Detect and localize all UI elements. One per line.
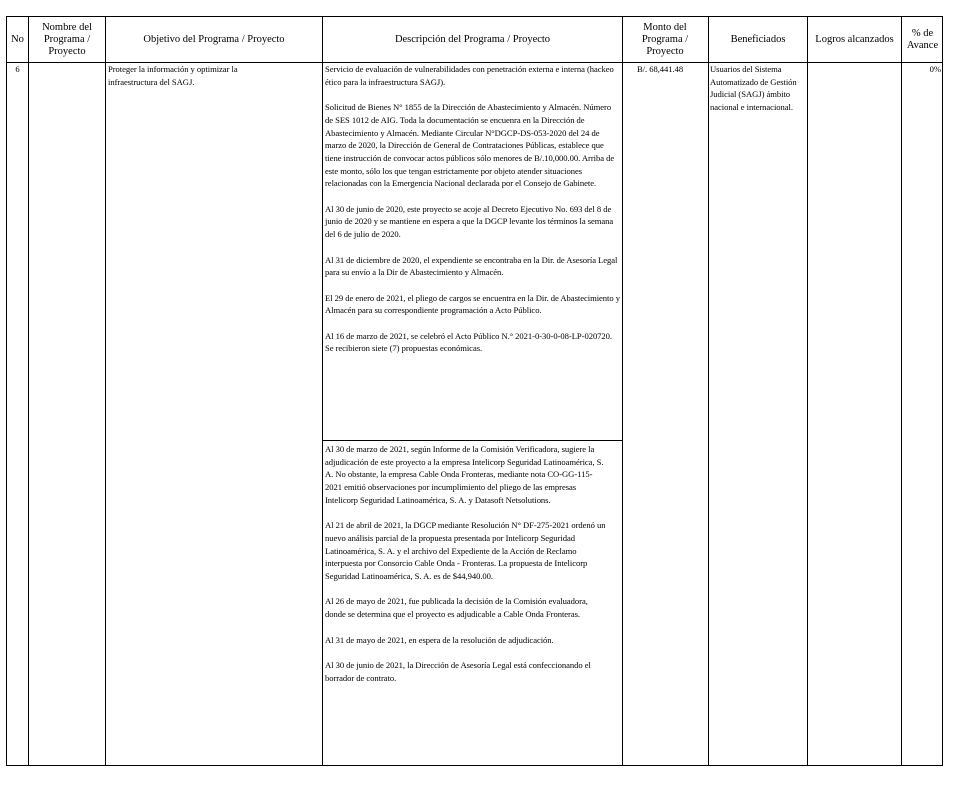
description-paragraph: Al 31 de diciembre de 2020, el expendiente se encontraba en la Dir. de Asesoría Legal para su envío a la Dir de Abastecimiento y Almacén. [325, 254, 618, 278]
description-paragraph: Al 16 de marzo de 2021, se celebró el Acto Público N.° 2021-0-30-0-08-LP-020720. Se recibieron siete (7) propuestas económicas. [325, 330, 613, 354]
header-monto: Monto del Programa / Proyecto [641, 21, 689, 57]
description-paragraph: Al 26 de mayo de 2021, fue publicada la decisión de la Comisión evaluadora, donde se determina que el proyecto es adjudicable a Cable Onda Fronteras. [325, 596, 588, 620]
header-nombre: Nombre del Programa / Proyecto [42, 21, 92, 57]
col-divider-7 [901, 16, 902, 766]
col-divider-3 [322, 16, 323, 766]
col-divider-0 [6, 16, 7, 766]
row-avance: 0% [929, 64, 941, 74]
description-paragraph: Al 21 de abril de 2021, la DGCP mediante Resolución N° DF-275-2021 ordenó un nuevo análisis parcial de la propuesta presentada por Intelicorp Seguridad Latinoamérica, S. A. y el archivo del Expediente de la Acción de Reclamo interpuesta por Consorcio Cable Onda - Fronteras. La propuesta de Intelicorp Seguridad Latinoamérica, S. A. es de $44,940.00. [325, 520, 606, 582]
header-avance: % de Avance [906, 27, 939, 51]
description-paragraph: El 29 de enero de 2021, el pliego de cargos se encuentra en la Dir. de Abastecimiento y Almacén para su correspondiente programación a Acto Público. [325, 292, 620, 316]
header-objetivo: Objetivo del Programa / Proyecto [143, 33, 285, 45]
header-beneficiados: Beneficiados [730, 33, 786, 45]
header-no: No [11, 33, 24, 45]
col-divider-4 [622, 16, 623, 766]
description-paragraph: Servicio de evaluación de vulnerabilidades con penetración externa e interna (hackeo ético para la infraestructura SAGJ). [325, 64, 614, 87]
row-beneficiados: Usuarios del Sistema Automatizado de Gestión Judicial (SAGJ) ámbito nacional e internacional. [710, 64, 797, 113]
header-descripcion: Descripción del Programa / Proyecto [394, 33, 551, 45]
col-divider-2 [105, 16, 106, 766]
row-no: 6 [15, 64, 20, 74]
col-divider-8 [942, 16, 943, 766]
row-descripcion-part1 [325, 63, 621, 355]
description-paragraph: Solicitud de Bienes N° 1855 de la Dirección de Abastecimiento y Almacén. Número de SES 1012 de AIG. Toda la documentación se encuenra en la Dirección de Abastecimiento y Almacén. Mediante Circular N°DGCP-DS-053-2020 del 24 de marzo de 2020, la Dirección de General de Contrataciones Públicas, establece que tiene instrucción de convocar actos públicos sólo menores de B/.10,000.00. Arriba de este monto, sólo los que tengan estrictamente por objeto atender situaciones relacionadas con la Emergencia Nacional declarada por el Consejo de Gabinete. [325, 102, 615, 189]
description-paragraph: Al 30 de junio de 2021, la Dirección de Asesoría Legal está confeccionando el borrador de contrato. [325, 659, 591, 683]
description-paragraph: Al 30 de junio de 2020, este proyecto se acoje al Decreto Ejecutivo No. 693 del 8 de junio de 2020 y se mantiene en espera a que la DGCP levante los términos la semana del 6 de julio de 2020. [325, 203, 614, 240]
description-paragraph: Al 31 de mayo de 2021, en espera de la resolución de adjudicación. [325, 634, 554, 645]
table-bottom-border [6, 765, 943, 766]
row-objetivo: Proteger la información y optimizar la infraestructura del SAGJ. [108, 64, 238, 87]
row-monto: B/. 68,441.48 [637, 64, 684, 74]
description-sub-row-divider [322, 440, 622, 441]
col-divider-5 [708, 16, 709, 766]
header-logros: Logros alcanzados [815, 33, 894, 45]
col-divider-1 [28, 16, 29, 766]
row-descripcion-part2 [325, 443, 608, 684]
description-paragraph: Al 30 de marzo de 2021, según Informe de la Comisión Verificadora, sugiere la adjudicación de este proyecto a la empresa Intelicorp Seguridad Latinoamérica, S. A. No obstante, la empresa Cable Onda Fronteras, mediante nota CO-GG-115-2021 emitió observaciones por incumplimiento del pliego de las empresas Intelicorp Seguridad Latinoamérica, S. A. y Datasoft Netsolutions. [325, 444, 604, 505]
col-divider-6 [807, 16, 808, 766]
